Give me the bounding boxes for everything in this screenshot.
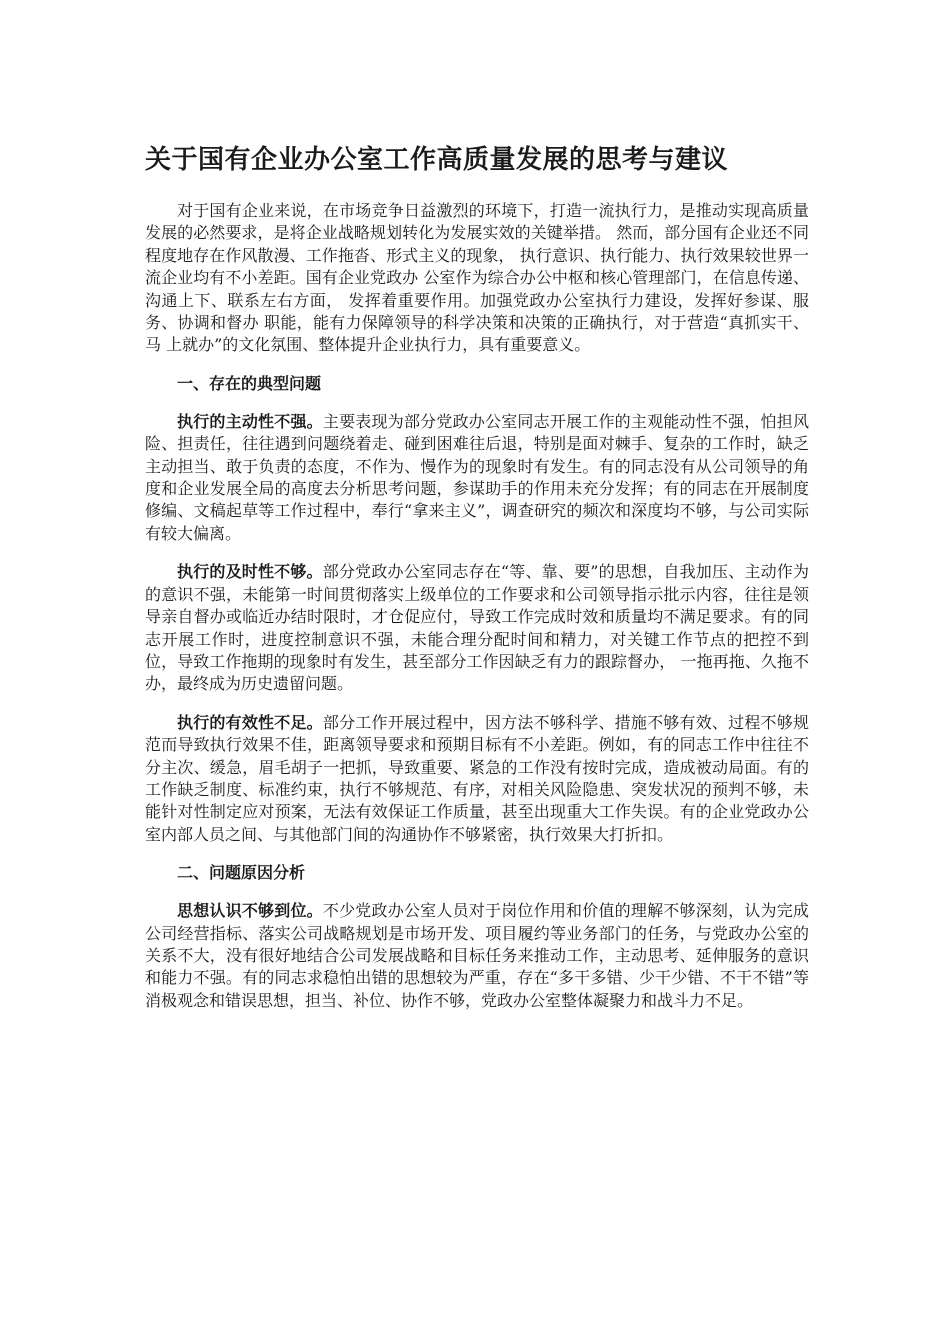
- document-page: [145, 140, 809, 1012]
- cause-paragraph-awareness: [145, 900, 809, 1012]
- spacer: [145, 545, 809, 561]
- section-heading-problems: 一、存在的典型问题: [177, 373, 322, 393]
- spacer: [145, 884, 809, 900]
- paragraph-lead-term: 执行的有效性不足。: [177, 712, 323, 732]
- spacer: [145, 696, 809, 712]
- paragraph-body: 部分工作开展过程中，因方法不够科学、措施不够有效、过程不够规范而导致执行效果不佳，距离领导要求和预期目标有不小差距。例如，有的同志工作中往往不分主次、缓急，眉毛胡子一把抓，导致重要、紧急的工作没有按时完成，造成被动局面。有的工作缺乏制度、标准约束，执行不够规范、有序，对相关风险隐患、突发状况的预判不够，未能针对性制定应对预案，无法有效保证工作质量，甚至出现重大工作失误。有的企业党政办公室内部人员之间、与其他部门间的沟通协作不够紧密，执行效果大打折扣。: [145, 712, 809, 844]
- spacer: [145, 395, 809, 411]
- problem-paragraph-effectiveness: [145, 712, 809, 846]
- spacer: [145, 846, 809, 862]
- problem-paragraph-timeliness: [145, 561, 809, 695]
- paragraph-body: 部分党政办公室同志存在“等、靠、要”的思想，自我加压、主动作为的意识不强，未能第一时间贯彻落实上级单位的工作要求和公司领导指示批示内容，往往是领导亲自督办或临近办结时限时，才仓促应付，导致工作完成时效和质量均不满足要求。有的同志开展工作时，进度控制意识不强，未能合理分配时间和精力，对关键工作节点的把控不到位，导致工作拖期的现象时有发生，甚至部分工作因缺乏有力的跟踪督办， 一拖再拖、久拖不办，最终成为历史遗留问题。: [145, 562, 809, 694]
- document-title: 关于国有企业办公室工作高质量发展的思考与建议: [145, 145, 729, 175]
- paragraph-lead-term: 思想认识不够到位。: [177, 901, 323, 921]
- problem-paragraph-initiative: [145, 411, 809, 545]
- spacer: [145, 357, 809, 373]
- paragraph-body: 不少党政办公室人员对于岗位作用和价值的理解不够深刻，认为完成公司经营指标、落实公司战略规划是市场开发、项目履约等业务部门的任务，与党政办公室的关系不大，没有很好地结合公司发展战略和目标任务来推动工作，主动思考、延伸服务的意识和能力不强。有的同志求稳怕出错的思想较为严重，存在“多干多错、少干少错、不干不错”等消极观念和错误思想，担当、补位、协作不够，党政办公室整体凝聚力和战斗力不足。: [145, 901, 809, 1010]
- paragraph-body: 主要表现为部分党政办公室同志开展工作的主观能动性不强，怕担风险、担责任，往往遇到问题绕着走、碰到困难往后退，特别是面对棘手、复杂的工作时，缺乏主动担当、敢于负责的态度，不作为、慢作为的现象时有发生。有的同志没有从公司领导的角度和企业发展全局的高度去分析思考问题，参谋助手的作用未充分发挥；有的同志在开展制度修编、文稿起草等工作过程中，奉行“拿来主义”，调查研究的频次和深度均不够，与公司实际有较大偏离。: [145, 411, 809, 543]
- intro-paragraph: 对于国有企业来说，在市场竞争日益激烈的环境下，打造一流执行力，是推动实现高质量发展的必然要求，是将企业战略规划转化为发展实效的关键举措。 然而，部分国有企业还不同程度地存在作风散漫、工作拖沓、形式主义的现象， 执行意识、执行能力、执行效果较世界一流企业均有不小差距。国有企业党政办 公室作为综合办公中枢和核心管理部门，在信息传递、沟通上下、联系左右方面， 发挥着重要作用。加强党政办公室执行力建设，发挥好参谋、服务、协调和督办 职能，能有力保障领导的科学决策和决策的正确执行，对于营造“真抓实干、马 上就办”的文化氛围、整体提升企业执行力，具有重要意义。: [145, 201, 809, 355]
- paragraph-lead-term: 执行的主动性不强。: [177, 411, 323, 431]
- paragraph-lead-term: 执行的及时性不够。: [177, 562, 323, 582]
- section-heading-causes: 二、问题原因分析: [177, 863, 306, 883]
